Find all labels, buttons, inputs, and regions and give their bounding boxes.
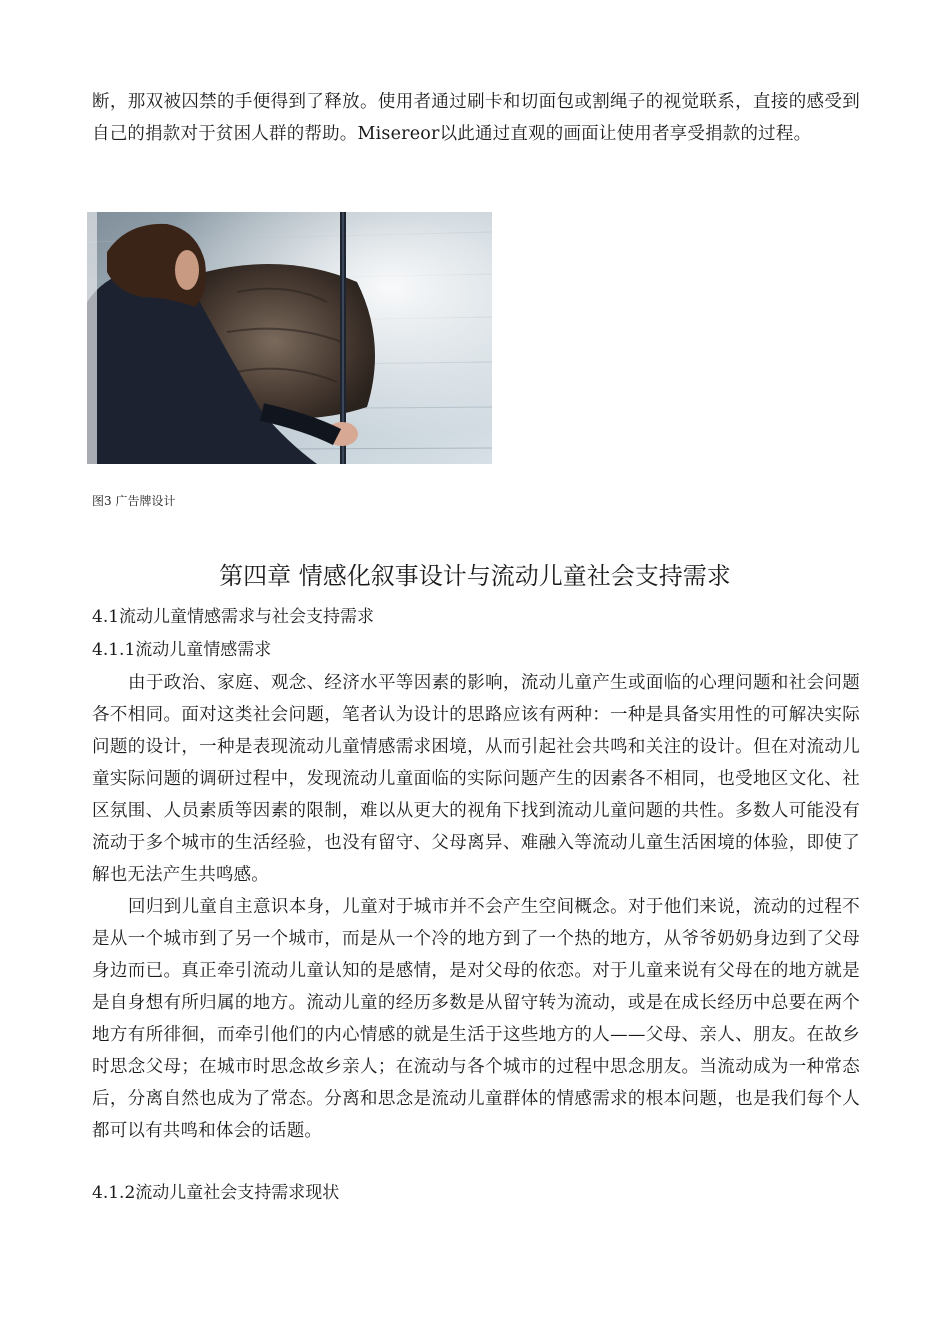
- section-heading-4-1-2: 4.1.2流动儿童社会支持需求现状: [92, 1183, 340, 1203]
- body-paragraph-2: 回归到儿童自主意识本身，儿童对于城市并不会产生空间概念。对于他们来说，流动的过程不是从一个城市到了另一个城市，而是从一个冷的地方到了一个热的地方，从爷爷奶奶身边到了父母身边而已。真正牵引流动儿童认知的是感情，是对父母的依恋。对于儿童来说有父母在的地方就是是自身想有所归属的地方。流动儿童的经历多数是从留守转为流动，或是在成长经历中总要在两个地方有所徘徊，而牵引他们的内心情感的就是生活于这些地方的人——父母、亲人、朋友。在故乡时思念父母；在城市时思念故乡亲人；在流动与各个城市的过程中思念朋友。当流动成为一种常态后，分离自然也成为了常态。分离和思念是流动儿童群体的情感需求的根本问题，也是我们每个人都可以有共鸣和体会的话题。: [92, 897, 860, 1141]
- billboard-photo-illustration: [87, 212, 492, 464]
- figure-caption: 图3 广告牌设计: [92, 494, 176, 508]
- section-heading-4-1-1: 4.1.1流动儿童情感需求: [92, 640, 272, 660]
- billboard-photo: [87, 212, 492, 464]
- intro-block: [92, 86, 860, 150]
- chapter-title: 第四章 情感化叙事设计与流动儿童社会支持需求: [219, 562, 731, 590]
- chapter-body: [92, 601, 860, 1210]
- intro-paragraph: 断，那双被囚禁的手便得到了释放。使用者通过刷卡和切面包或割绳子的视觉联系，直接的感受到自己的捐款对于贫困人群的帮助。Misereor以此通过直观的画面让使用者享受捐款的过程。: [92, 92, 860, 144]
- paragraph-spacer: [92, 1147, 860, 1177]
- section-heading-4-1: 4.1流动儿童情感需求与社会支持需求: [92, 607, 375, 627]
- body-paragraph-1: 由于政治、家庭、观念、经济水平等因素的影响，流动儿童产生或面临的心理问题和社会问题各不相同。面对这类社会问题，笔者认为设计的思路应该有两种：一种是具备实用性的可解决实际问题的设计，一种是表现流动儿童情感需求困境，从而引起社会共鸣和关注的设计。但在对流动儿童实际问题的调研过程中，发现流动儿童面临的实际问题产生的因素各不相同，也受地区文化、社区氛围、人员素质等因素的限制，难以从更大的视角下找到流动儿童问题的共性。多数人可能没有流动于多个城市的生活经验，也没有留守、父母离异、难融入等流动儿童生活困境的体验，即使了解也无法产生共鸣感。: [92, 673, 860, 885]
